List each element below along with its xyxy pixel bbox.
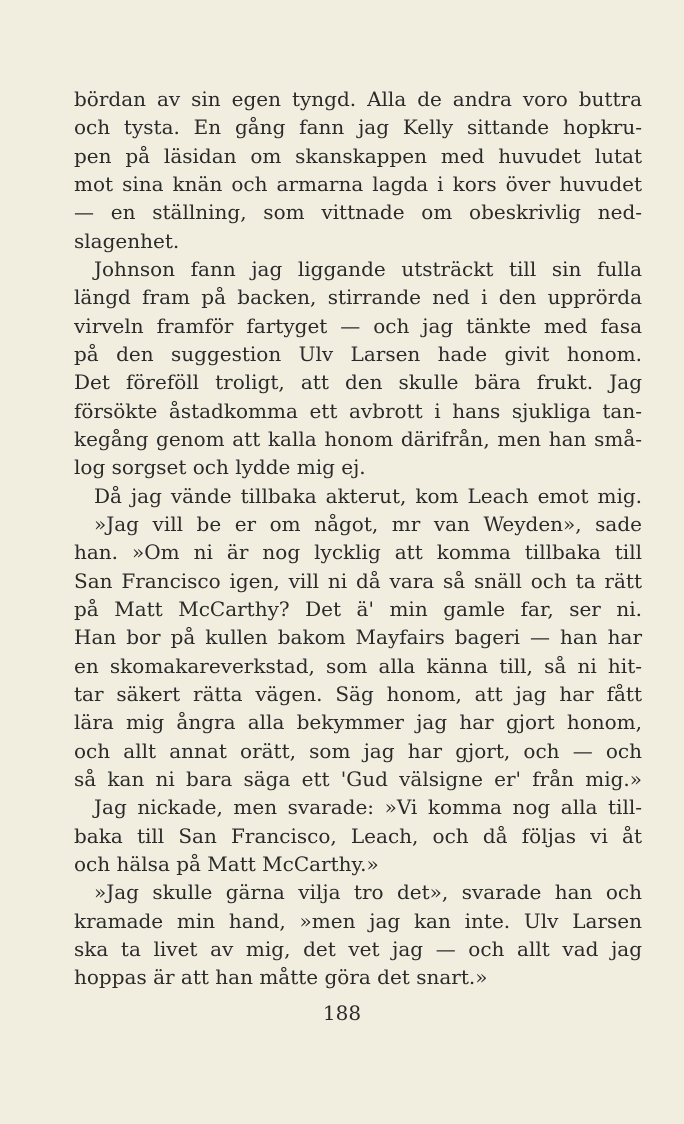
text-line: mot sina knän och armarna lagda i kors över huvudet bbox=[74, 171, 642, 196]
text-line: Det föreföll troligt, att den skulle bära frukt. Jag bbox=[74, 370, 642, 395]
text-line: San Francisco igen, vill ni då vara så snäll och ta rätt bbox=[74, 568, 642, 593]
text-line: på Matt McCarthy? Det ä' min gamle far, ser ni. bbox=[74, 596, 642, 621]
text-line: längd fram på backen, stirrande ned i den upprörda bbox=[74, 285, 642, 310]
text-line: han. »Om ni är nog lycklig att komma tillbaka till bbox=[74, 540, 642, 565]
text-line: pen på läsidan om skanskappen med huvudet lutat bbox=[74, 143, 642, 168]
text-line: log sorgset och lydde mig ej. bbox=[74, 455, 366, 480]
text-line: bördan av sin egen tyngd. Alla de andra voro buttra bbox=[74, 87, 642, 111]
text-line: och allt annat orätt, som jag har gjort, och — och bbox=[74, 738, 642, 763]
text-line: och tysta. En gång fann jag Kelly sittande hopkru- bbox=[74, 115, 642, 140]
text-line: Då jag vände tillbaka akterut, kom Leach emot mig. bbox=[94, 483, 642, 508]
text-line: och hälsa på Matt McCarthy.» bbox=[74, 851, 379, 876]
body-text bbox=[74, 85, 642, 992]
text-line: försökte åstadkomma ett avbrott i hans sjukliga tan- bbox=[74, 398, 642, 423]
text-line: virveln framför fartyget — och jag tänkte med fasa bbox=[74, 313, 642, 338]
text-line: Jag nickade, men svarade: »Vi komma nog alla till- bbox=[94, 795, 642, 820]
text-line: kramade min hand, »men jag kan inte. Ulv Larsen bbox=[74, 908, 642, 933]
text-line: lära mig ångra alla bekymmer jag har gjort honom, bbox=[74, 710, 642, 735]
text-line: ska ta livet av mig, det vet jag — och allt vad jag bbox=[74, 936, 642, 961]
page-number: 188 bbox=[322, 1001, 362, 1025]
text-line: baka till San Francisco, Leach, och då följas vi åt bbox=[74, 823, 642, 848]
text-line: — en ställning, som vittnade om obeskrivlig ned- bbox=[74, 200, 642, 225]
text-line: Han bor på kullen bakom Mayfairs bageri — han har bbox=[74, 625, 642, 650]
text-line: »Jag skulle gärna vilja tro det», svarade han och bbox=[94, 880, 642, 905]
text-line: Johnson fann jag liggande utsträckt till sin fulla bbox=[94, 256, 642, 281]
text-line: kegång genom att kalla honom därifrån, men han små- bbox=[74, 426, 642, 451]
text-line: en skomakareverkstad, som alla känna till, så ni hit- bbox=[74, 653, 642, 678]
text-line: slagenhet. bbox=[74, 228, 180, 253]
text-line: tar säkert rätta vägen. Säg honom, att jag har fått bbox=[74, 681, 642, 706]
text-line: så kan ni bara säga ett 'Gud välsigne er' från mig.» bbox=[74, 766, 642, 791]
text-line: hoppas är att han måtte göra det snart.» bbox=[74, 965, 488, 990]
text-line: »Jag vill be er om något, mr van Weyden», sade bbox=[94, 511, 642, 536]
text-line: på den suggestion Ulv Larsen hade givit honom. bbox=[74, 341, 642, 366]
